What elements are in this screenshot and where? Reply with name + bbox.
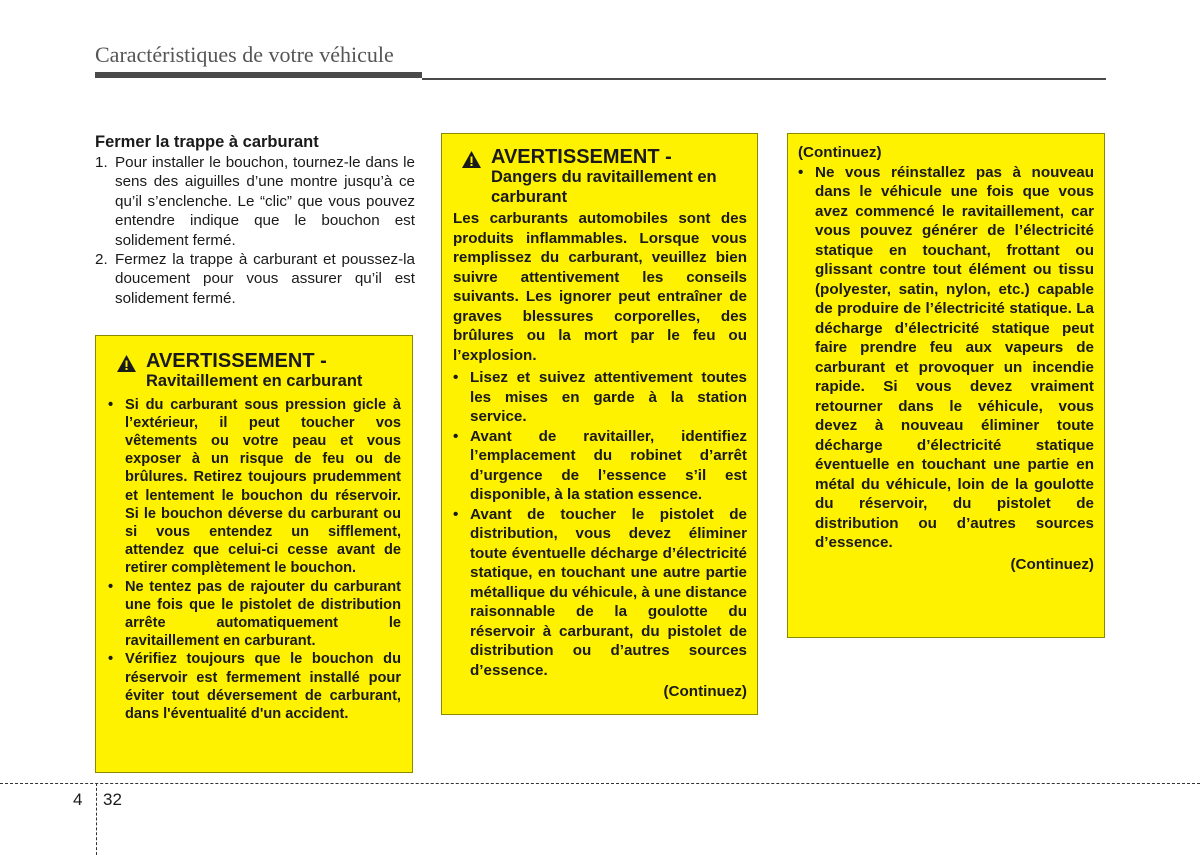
warning-item: • Avant de ravitailler, identifiez l’emplacement du robinet d’arrêt d’urgence de l’essence s’il est disponible, à la station essence.: [453, 427, 747, 503]
warning-item-text: Lisez et suivez attentivement toutes les mises en garde à la station service.: [470, 369, 747, 425]
warning-subtitle: Ravitaillement en carburant: [146, 372, 363, 390]
section-heading: Fermer la trappe à carburant: [95, 133, 319, 151]
step-number: 2.: [95, 251, 108, 269]
step-item: [95, 153, 415, 250]
footer-divider: [0, 783, 1200, 784]
warning-item: • Avant de toucher le pistolet de distribution, vous devez éliminer toute éventuelle décharge d’électricité statique, en touchant une autre partie métallique du véhicule, à une distance raisonnable de la goulotte du réservoir à carburant, du pistolet de distribution ou d’autres sources d’essence.: [453, 505, 747, 679]
warning-header: [108, 350, 401, 392]
continued-label: (Continuez): [798, 144, 882, 161]
continue-label: (Continuez): [1010, 555, 1094, 573]
page-header-title: Caractéristiques de votre véhicule: [95, 42, 394, 67]
steps-list: [95, 153, 415, 308]
warning-list: [453, 368, 747, 680]
warning-item-text: Ne vous réinstallez pas à nouveau dans le véhicule une fois que vous avez commencé le ravitaillement, car vous pouvez générer de l’électricité statique en touchant, frottant ou glissant contre tout élément ou tissu (polyester, satin, nylon, etc.) capable de produire de l’électricité statique. La décharge d’électricité statique peut faire prendre feu aux vapeurs de carburant et provoquer un incendie rapide. Si vous devez vraiment retourner dans le véhicule, vous devez à nouveau éliminer toute décharge d’électricité statique éventuelle en touchant une partie en métal du véhicule, loin de la goulotte du réservoir, du pistolet de distribution ou d’autres sources d’essence.: [815, 163, 1094, 551]
fuel-door-section: [95, 133, 415, 308]
warning-box-refueling: [95, 335, 413, 773]
warning-item-text: Si du carburant sous pression gicle à l’extérieur, il peut toucher vos vêtements ou votre peau et vous exposer à un risque de feu ou de brûlures. Retirez toujours prudemment et lentement le bouchon du réservoir. Si le bouchon déverse du carburant ou si vous entendez un sifflement, attendez que celui-ci cesse avant de retirer complètement le bouchon.: [125, 396, 401, 577]
warning-intro: Les carburants automobiles sont des produits inflammables. Lorsque vous remplissez du carburant, veuillez bien suivre attentivement les conseils suivants. Les ignorer peut entraîner de graves blessures corporelles, des brûlures ou la mort par le feu ou l’explosion.: [453, 210, 747, 364]
warning-item-text: Avant de toucher le pistolet de distribution, vous devez éliminer toute éventuelle décharge d’électricité statique, en touchant une autre partie métallique du véhicule, à une distance raisonnable de la goulotte du réservoir à carburant, du pistolet de distribution ou d’autres sources d’essence.: [470, 505, 747, 679]
chapter-number: 4: [73, 790, 83, 809]
warning-box-continued: [787, 133, 1105, 638]
page-number: 32: [103, 790, 122, 809]
step-text: Pour installer le bouchon, tournez-le dans le sens des aiguilles d’une montre jusqu’à ce qu’il s’enclenche. Le “clic” que vous pouvez entendre indique que le bouchon est solidement fermé.: [115, 154, 415, 249]
footer-vertical-divider: [96, 783, 97, 855]
step-item: [95, 250, 415, 308]
warning-box-refueling-dangers: [441, 133, 758, 715]
warning-item-text: Avant de ravitailler, identifiez l’emplacement du robinet d’arrêt d’urgence de l’essence s’il est disponible, à la station essence.: [470, 427, 747, 503]
warning-item: • Si du carburant sous pression gicle à l’extérieur, il peut toucher vos vêtements ou votre peau et vous exposer à un risque de feu ou de brûlures. Retirez toujours prudemment et lentement le bouchon du réservoir. Si le bouchon déverse du carburant ou si vous entendez un sifflement, attendez que celui-ci cesse avant de retirer complètement le bouchon.: [108, 396, 401, 577]
step-text: Fermez la trappe à carburant et poussez-la doucement pour vous assurer qu’il est solidement fermé.: [115, 251, 415, 307]
warning-list: [108, 396, 401, 724]
warning-title: AVERTISSEMENT -: [146, 350, 327, 372]
warning-item-text: Ne tentez pas de rajouter du carburant une fois que le pistolet de distribution arrête automatiquement le ravitaillement en carburant.: [125, 578, 401, 650]
warning-triangle-icon: [461, 150, 482, 169]
step-number: 1.: [95, 154, 108, 171]
continue-label: (Continuez): [663, 683, 747, 700]
warning-list: [798, 163, 1094, 553]
warning-item: • Ne tentez pas de rajouter du carburant une fois que le pistolet de distribution arrête automatiquement le ravitaillement en carburant.: [108, 578, 401, 650]
warning-subtitle: Dangers du ravitaillement en carburant: [491, 168, 717, 206]
warning-item: • Lisez et suivez attentivement toutes les mises en garde à la station service.: [453, 369, 747, 425]
warning-title: AVERTISSEMENT -: [491, 146, 672, 168]
warning-header: [453, 146, 747, 207]
header-rule-thick: [95, 72, 422, 78]
warning-item: • Ne vous réinstallez pas à nouveau dans le véhicule une fois que vous avez commencé le ravitaillement, car vous pouvez générer de l’électricité statique en touchant, frottant ou glissant contre tout élément ou tissu (polyester, satin, nylon, etc.) capable de produire de l’électricité statique. La décharge d’électricité statique peut faire prendre feu aux vapeurs de carburant et provoquer un incendie rapide. Si vous devez vraiment retourner dans le véhicule, vous devez à nouveau éliminer toute décharge d’électricité statique éventuelle en touchant une partie en métal du véhicule, loin de la goulotte du réservoir, du pistolet de distribution ou d’autres sources d’essence.: [798, 163, 1094, 551]
header-rule-thin: [422, 78, 1106, 80]
warning-item-text: Vérifiez toujours que le bouchon du réservoir est fermement installé pour éviter tout déversement de carburant, dans l'éventualité d'un accident.: [125, 651, 401, 722]
warning-triangle-icon: [116, 354, 137, 373]
warning-item: • Vérifiez toujours que le bouchon du réservoir est fermement installé pour éviter tout déversement de carburant, dans l'éventualité d'un accident.: [108, 651, 401, 722]
